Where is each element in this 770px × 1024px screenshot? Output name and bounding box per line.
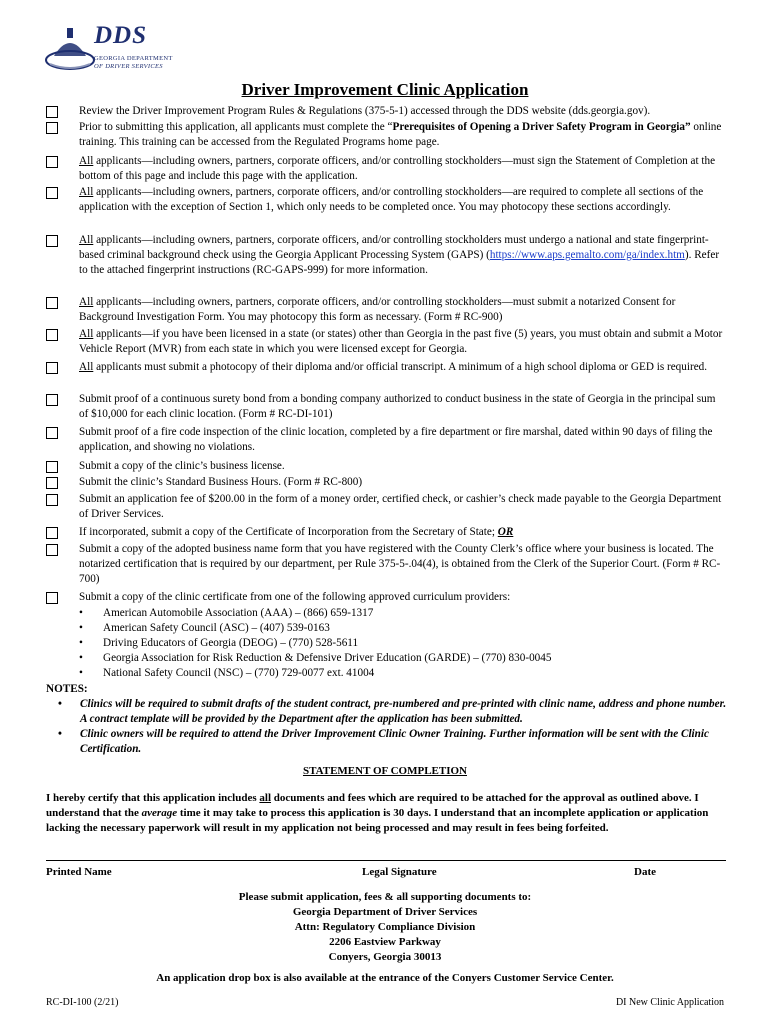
checkbox-10[interactable] [46,427,58,439]
provider-item: • American Automobile Association (AAA) – (866) 659-1317 [79,606,719,621]
item-text: applicants—including owners, partners, corporate officers, and/or controlling stockholders—must sign the Statement of Completion at the bottom of this page and include this page with the application. [79,155,716,182]
checklist-item-10 [79,425,727,455]
gaps-link[interactable]: https://www.aps.gemalto.com/ga/index.htm [489,249,685,261]
statement-heading: STATEMENT OF COMPLETION [302,765,467,777]
dropbox-note: An application drop box is also available at the entrance of the Conyers Customer Service Center. [156,972,614,984]
checklist-item-7 [79,327,727,357]
submit-line: Georgia Department of Driver Services [292,906,478,918]
checkbox-13[interactable] [46,494,58,506]
capitol-dome-icon [44,26,96,72]
checkbox-12[interactable] [46,477,58,489]
checklist-item-5 [79,233,727,278]
provider-item: • Driving Educators of Georgia (DEOG) – (770) 528-5611 [79,636,719,651]
notes-list [58,697,730,757]
checklist-item-8 [79,360,727,375]
checkbox-14[interactable] [46,527,58,539]
notes-heading: NOTES: [46,683,88,695]
checklist-item-1 [79,104,727,119]
statement-underline: all [259,792,272,804]
checklist-item-9 [79,392,727,422]
item-text: Submit proof of a continuous surety bond from a bonding company authorized to conduct business in the state of Georgia in the principal sum of $10,000 for each clinic location. (Form # RC-DI-101) [79,393,716,420]
item-text: applicants—including owners, partners, corporate officers, and/or controlling stockholders—must submit a notarized Consent for Background Investigation Form. You may photocopy this form as necessary. (Form # RC-900) [79,296,676,323]
submit-line: Attn: Regulatory Compliance Division [294,921,476,933]
checklist-item-12 [79,475,727,490]
checklist-item-2 [79,120,727,150]
item-text: Submit an application fee of $200.00 in the form of a money order, certified check, or cashier’s check made payable to the Georgia Department of Driver Services. [79,493,722,520]
checkbox-5[interactable] [46,235,58,247]
provider-item: • American Safety Council (ASC) – (407) 539-0163 [79,621,719,636]
checklist-item-16 [79,590,727,605]
signature-line[interactable] [46,860,726,861]
submit-line: Please submit application, fees & all supporting documents to: [238,891,532,903]
checkbox-9[interactable] [46,394,58,406]
item-text: applicants—including owners, partners, corporate officers, and/or controlling stockholders must undergo a national and state fingerprint-based criminal background check using the Georgia Applicant Processing System (GAPS) ( [79,234,709,261]
item-text: applicants—including owners, partners, corporate officers, and/or controlling stockholders—are required to complete all sections of the application with the exception of Section 1, which only needs to be completed once. You may photocopy these sections accordingly. [79,186,704,213]
form-title-footer: DI New Clinic Application [615,997,724,1008]
logo-subtitle-2: OF DRIVER SERVICES [94,63,163,70]
item-text: Submit proof of a fire code inspection of the clinic location, completed by a fire department or fire marshal, dated within 90 days of filing the application, and showing no violations. [79,426,713,453]
checkbox-2[interactable] [46,122,58,134]
item-text-bold: Prerequisites of Opening a Driver Safety Program in Georgia” [392,121,691,133]
logo-wordmark: DDS [94,22,148,49]
printed-name-label: Printed Name [46,866,112,878]
dds-logo [44,24,174,74]
checklist-item-14 [79,525,727,540]
item-text: Submit a copy of the clinic certificate from one of the following approved curriculum providers: [79,591,511,603]
page-title: Driver Improvement Clinic Application [241,80,529,99]
checklist-item-4 [79,185,727,215]
provider-item: • Georgia Association for Risk Reduction & Defensive Driver Education (GARDE) – (770) 830-0045 [79,651,719,666]
checklist-item-3 [79,154,727,184]
checkbox-11[interactable] [46,461,58,473]
checklist-item-6 [79,295,727,325]
checkbox-15[interactable] [46,544,58,556]
checkbox-1[interactable] [46,106,58,118]
date-label: Date [634,866,656,878]
statement-part: time it may take to process this application is 30 days. I understand that an incomplete application or application lacking the necessary paperwork will result in my application not being processed and may result in fees being forfeited. [46,807,709,834]
item-text: Prior to submitting this application, all applicants must complete the “ [79,121,393,133]
logo-subtitle-1: GEORGIA DEPARTMENT [94,55,173,62]
item-text-underline: All [79,155,94,167]
checkbox-8[interactable] [46,362,58,374]
item-text-underline: All [79,328,94,340]
note-item: • Clinic owners will be required to attend the Driver Improvement Clinic Owner Training. Further information will be sent with the Clinic Certification. [58,727,730,757]
checklist-item-15 [79,542,727,587]
item-text: applicants must submit a photocopy of their diploma and/or official transcript. A minimum of a high school diploma or GED is required. [93,361,708,373]
checkbox-6[interactable] [46,297,58,309]
item-text-underline: All [79,234,94,246]
statement-text [46,791,730,836]
checkbox-4[interactable] [46,187,58,199]
statement-part: I hereby certify that this application includes [46,792,260,804]
statement-part: documents and fees which are required to be attached for the approval as outlined above. I understand that the [46,792,699,819]
item-text-underline: All [79,361,94,373]
item-text-underline: All [79,186,94,198]
checkbox-3[interactable] [46,156,58,168]
provider-list [79,606,719,681]
submit-line: 2206 Eastview Parkway [329,936,441,948]
provider-item: • National Safety Council (NSC) – (770) 729-0077 ext. 41004 [79,666,719,681]
checkbox-16[interactable] [46,592,58,604]
item-text-underline: All [79,296,94,308]
checkbox-7[interactable] [46,329,58,341]
item-text: online training. This training can be accessed from the Regulated Programs home page. [79,121,722,148]
item-text: Submit the clinic’s Standard Business Hours. (Form # RC-800) [79,476,363,488]
item-text: ). Refer to the attached fingerprint instructions (RC-GAPS-999) for more information. [79,249,720,276]
item-text: applicants—if you have been licensed in a state (or states) other than Georgia in the past five (5) years, you must obtain and submit a Motor Vehicle Report (MVR) from each state in which you were licensed except for Georgia. [79,328,723,355]
item-text: Submit a copy of the clinic’s business license. [79,460,285,472]
submit-line: Conyers, Georgia 30013 [328,951,442,963]
item-text: Review the Driver Improvement Program Rules & Regulations (375-5-1) accessed through the DDS website (dds.georgia.gov). [79,105,651,117]
legal-signature-label: Legal Signature [362,866,437,878]
statement-italic: average [141,807,178,819]
note-item: • Clinics will be required to submit drafts of the student contract, pre-numbered and pre-printed with clinic name, address and phone number. A contract template will be provided by the Department after the application has been submitted. [58,697,730,727]
item-text: If incorporated, submit a copy of the Certificate of Incorporation from the Secretary of State; [79,526,498,538]
form-number: RC-DI-100 (2/21) [46,997,119,1008]
item-text: Submit a copy of the adopted business name form that you have registered with the County Clerk’s office where your business is located. The notarized certification that is required by our department, per Rule 375-5-.04(4), is obtained from the Clerk of the Superior Court. (Form # RC-700) [79,543,721,585]
checklist-item-13 [79,492,727,522]
or-emphasis: OR [497,526,514,538]
checklist-item-11 [79,459,727,474]
submission-address [0,890,770,965]
